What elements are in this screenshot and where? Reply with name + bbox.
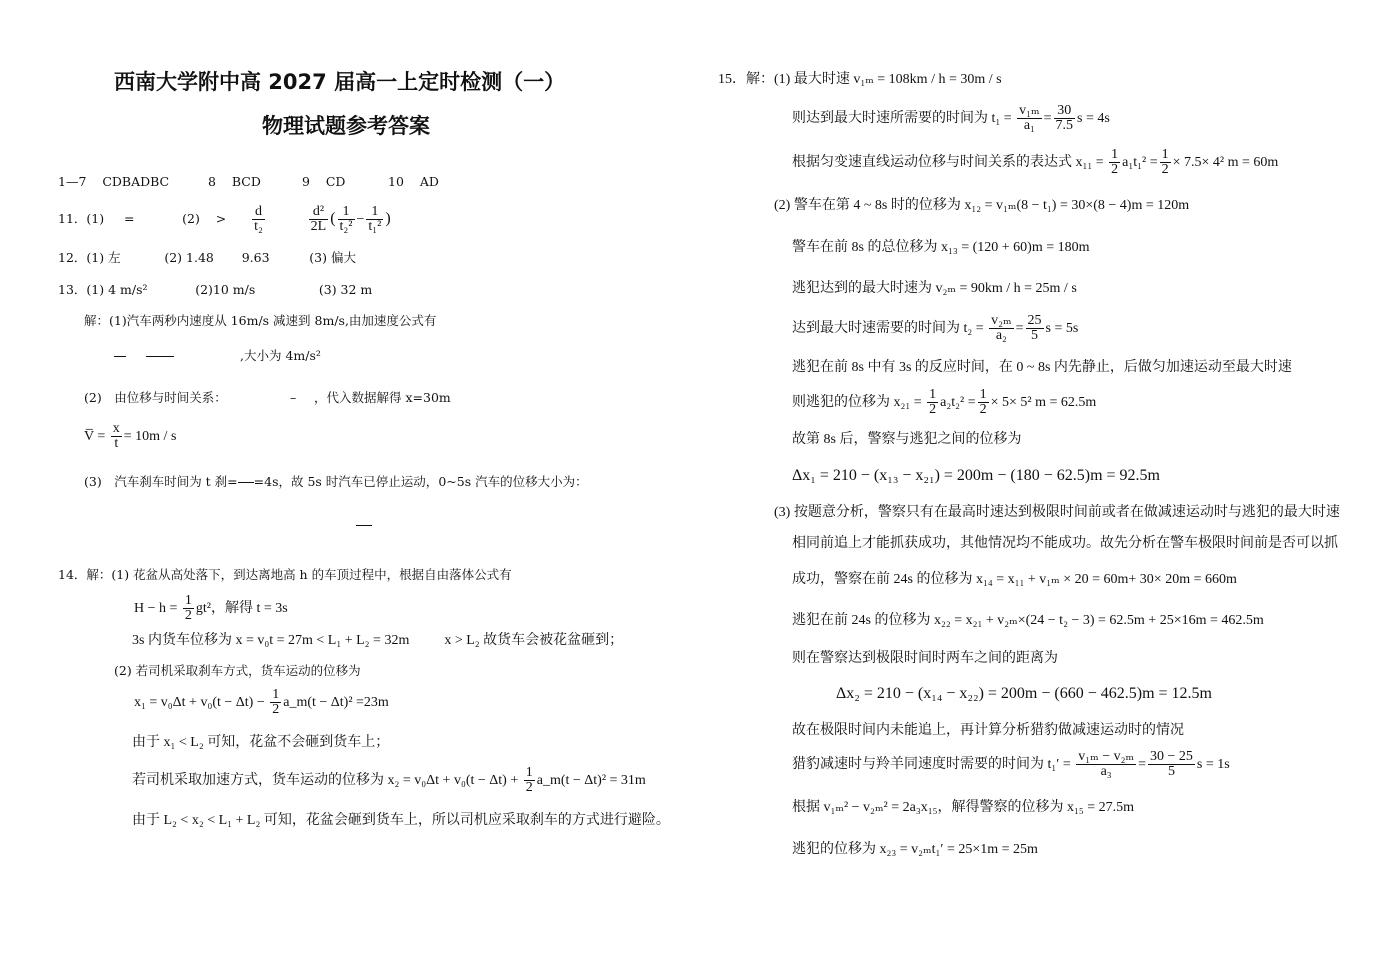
answers-row: [58, 174, 169, 190]
q15-line-3: 根据匀变速直线运动位移与时间关系的表达式 x₁₁ = $\frac{1}{2}$ a₁t₁² = $\frac{1}{2}$ × 7.5× 4² m = 60m: [792, 147, 1279, 178]
q13-solution-3-formula: [356, 517, 372, 533]
q15-line-13: 相同前追上才能抓获成功，其他情况均不能成功。故先分析在警车极限时间前是否可以抓: [792, 536, 1338, 551]
q15-line-11: Δx₁ = 210 − (x₁₃ − x₂₁) = 200m − (180 − 62.5)m = 92.5m: [792, 467, 1160, 484]
q15-fraction-half-2: $\frac{1}{2}$: [1161, 147, 1169, 178]
q11-paren-open: (: [330, 210, 336, 227]
q14-line-7: 若司机采取加速方式，货车运动的位移为 x₂ = v₀Δt + v₀(t − Δt) + $\frac{1}{2}$ a_m(t − Δt)² = 31m: [132, 765, 646, 796]
q11-part2: (2): [182, 211, 200, 226]
q13-solution-1: 解：(1)汽车两秒内速度从 16m/s 减速到 8m/s,由加速度公式有: [84, 313, 437, 328]
q15-fraction-v1m-a1: $\frac{\text{v₁ₘ}}{\text{a₁}}$: [1019, 103, 1040, 134]
q15-line-8: 逃犯在前 8s 中有 3s 的反应时间，在 0 ~ 8s 内先静止，后做匀加速运动至最大时速: [792, 360, 1292, 375]
q15-line-16: 则在警察达到极限时间时两车之间的距离为: [792, 651, 1058, 666]
answer-q10-row: [388, 174, 439, 190]
q15-fraction-30-7-5: $\frac{30}{7.5}$: [1055, 103, 1074, 134]
answer-q1-7-num: 1—7: [58, 174, 87, 189]
q14-fraction-half-2: $\frac{1}{2}$: [272, 687, 280, 718]
q15-line-20: 根据 v₁ₘ² − v₂ₘ² = 2a₃x₁₅，解得警察的位移为 x₁₅ = 27.5m: [792, 800, 1135, 815]
q15-fraction-half-3: $\frac{1}{2}$: [929, 387, 937, 418]
q11-fraction-d-t2: $\frac{d}{\text{t₂}}$: [254, 204, 263, 234]
q15-fraction-dv-a3: $\frac{\text{v₁ₘ − v₂ₘ}}{\text{a₃}}$: [1078, 749, 1135, 780]
answer-q10: AD: [419, 174, 439, 189]
q15-line-17: Δx₂ = 210 − (x₁₄ − x₂₂) = 200m − (660 − 462.5)m = 12.5m: [836, 685, 1212, 702]
q15-line-15: 逃犯在前 24s 的位移为 x₂₂ = x₂₁ + v₂ₘ×(24 − t₂ − 3) = 62.5m + 25×16m = 462.5m: [792, 613, 1264, 628]
q11-paren-close: ): [385, 210, 391, 227]
q15-fraction-half-4: $\frac{1}{2}$: [979, 387, 987, 418]
q13-answer2: (2)10 m/s: [195, 282, 256, 297]
q15-line-4: (2) 警车在第 4 ~ 8s 时的位移为 x₁₂ = v₁ₘ(8 − t₁) = 30×(8 − 4)m = 120m: [774, 198, 1190, 213]
answer-q8-row: [208, 174, 261, 190]
q12-answer2b: 9.63: [241, 250, 270, 265]
q14-line-5: x₁ = v₀Δt + v₀(t − Δt) − $\frac{1}{2}$ a_m(t − Δt)² =23m: [134, 687, 389, 718]
q12-answer1: 左: [108, 250, 121, 265]
q13-solution-2-dash: –: [290, 390, 297, 405]
q11-fraction-1-t1sq: $\frac{1}{\text{t₁²}}$: [368, 204, 382, 234]
page-subtitle: 物理试题参考答案: [262, 114, 430, 138]
q13-row: [58, 282, 372, 298]
answer-q9-num: 9: [302, 174, 310, 189]
q15-line-7: 达到最大时速需要的时间为 t₂ = $\frac{\text{v₂ₘ}}{\text{a₂}}$ = $\frac{25}{5}$ s = 5s: [792, 313, 1079, 344]
answer-q8-num: 8: [208, 174, 216, 189]
q15-fraction-25-5: $\frac{25}{5}$: [1027, 313, 1042, 344]
q11-fraction-d2-2l: $\frac{\text{d²}}{2L}$: [310, 204, 327, 234]
q14-fraction-half-3: $\frac{1}{2}$: [525, 765, 533, 796]
page-title: 西南大学附中高 2027 届高一上定时检测（一）: [114, 70, 566, 94]
q13-solution-1-formula: [114, 348, 174, 364]
q13-fraction-x-t: $\frac{x}{t}$: [112, 421, 120, 452]
q12-num: 12．(1): [58, 250, 105, 265]
q15-fraction-v2m-a2: $\frac{\text{v₂ₘ}}{\text{a₂}}$: [991, 313, 1012, 344]
answer-q1-7: CDBADBC: [102, 174, 170, 189]
q14-line-3: 3s 内货车位移为 x = v₀t = 27m < L₁ + L₂ = 32m x > L₂ 故货车会被花盆砸到；: [132, 633, 624, 648]
q11-fraction-1-t2sq: $\frac{1}{\text{t₂²}}$: [339, 204, 353, 234]
q15-line-10: 故第 8s 后，警察与逃犯之间的位移为: [792, 432, 1022, 447]
answer-q8: BCD: [231, 174, 261, 189]
q13-answer1: 13．(1) 4 m/s²: [58, 282, 148, 297]
q14-line-4: (2) 若司机采取刹车方式，货车运动的位移为: [114, 663, 361, 678]
q15-line-19: 猎豹减速时与羚羊同速度时需要的时间为 t₁′ = $\frac{\text{v₁ₘ − v₂ₘ}}{\text{a₃}}$ = $\frac{30 - 25}{5}$ s = 1s: [792, 749, 1230, 780]
answer-q9-row: [302, 174, 345, 190]
q13-average-velocity: V̅ = $\frac{x}{t}$ = 10m / s: [84, 421, 177, 452]
answer-q10-num: 10: [388, 174, 404, 189]
q15-line-2: 则达到最大时速所需要的时间为 t₁ = $\frac{\text{v₁ₘ}}{\text{a₁}}$ = $\frac{30}{7.5}$ s = 4s: [792, 103, 1110, 134]
q11-answer2: >: [215, 211, 227, 226]
answer-q9: CD: [325, 174, 346, 189]
q12-answer2: (2) 1.48: [164, 250, 214, 265]
q14-line-6: 由于 x₁ < L₂ 可知，花盆不会砸到货车上；: [132, 735, 390, 750]
q14-line-1: 14．解：(1) 花盆从高处落下，到达离地高 h 的车顶过程中，根据自由落体公式有: [58, 567, 512, 582]
q14-line-8: 由于 L₂ < x₂ < L₁ + L₂ 可知，花盆会砸到货车上，所以司机应采取刹车的方式进行避险。: [132, 813, 670, 828]
q15-line-12: (3) 按题意分析，警察只有在最高时速达到极限时间前或者在做减速运动时与逃犯的最大时速: [774, 505, 1340, 520]
q15-fraction-5-5: $\frac{30 - 25}{5}$: [1149, 749, 1193, 780]
q11-minus: −: [356, 212, 365, 227]
q13-solution-3: (3) 汽车刹车时间为 t 刹= =4s，故 5s 时汽车已停止运动，0~5s 汽车的位移大小为：: [84, 474, 588, 489]
q15-line-14: 成功，警察在前 24s 的位移为 x₁₄ = x₁₁ + v₁ₘ × 20 = 60m+ 30× 20m = 660m: [792, 572, 1237, 587]
q15-line-9: 则逃犯的位移为 x₂₁ = $\frac{1}{2}$ a₂t₂² = $\frac{1}{2}$ × 5× 5² m = 62.5m: [792, 387, 1097, 418]
q11-row: [58, 204, 391, 235]
q13-solution-1-magnitude: ,大小为 4m/s²: [240, 348, 321, 363]
q12-answer3: 偏大: [330, 250, 356, 265]
q15-fraction-half-1: $\frac{1}{2}$: [1111, 147, 1119, 178]
q12-row: [58, 250, 356, 266]
q11-answer1: =: [124, 211, 135, 226]
q13-answer3: (3) 32 m: [318, 282, 373, 297]
q13-solution-2-result: ，代入数据解得 x=30m: [314, 390, 451, 405]
q15-line-18: 故在极限时间内未能追上，再计算分析猎豹做减速运动时的情况: [792, 723, 1184, 738]
q11-num: 11．(1): [58, 211, 105, 226]
q13-solution-2: (2) 由位移与时间关系：: [84, 390, 227, 405]
q15-line-1: 15．解：(1) 最大时速 v₁ₘ = 108km / h = 30m / s: [718, 72, 1002, 87]
q14-fraction-half: $\frac{1}{2}$: [184, 593, 192, 624]
q15-line-6: 逃犯达到的最大时速为 v₂ₘ = 90km / h = 25m / s: [792, 281, 1077, 296]
q15-line-21: 逃犯的位移为 x₂₃ = v₂ₘt₁′ = 25×1m = 25m: [792, 842, 1038, 857]
q14-line-2: H − h = $\frac{1}{2}$ gt²，解得 t = 3s: [134, 593, 288, 624]
q15-line-5: 警车在前 8s 的总位移为 x₁₃ = (120 + 60)m = 180m: [792, 240, 1090, 255]
q12-part3: (3): [309, 250, 327, 265]
